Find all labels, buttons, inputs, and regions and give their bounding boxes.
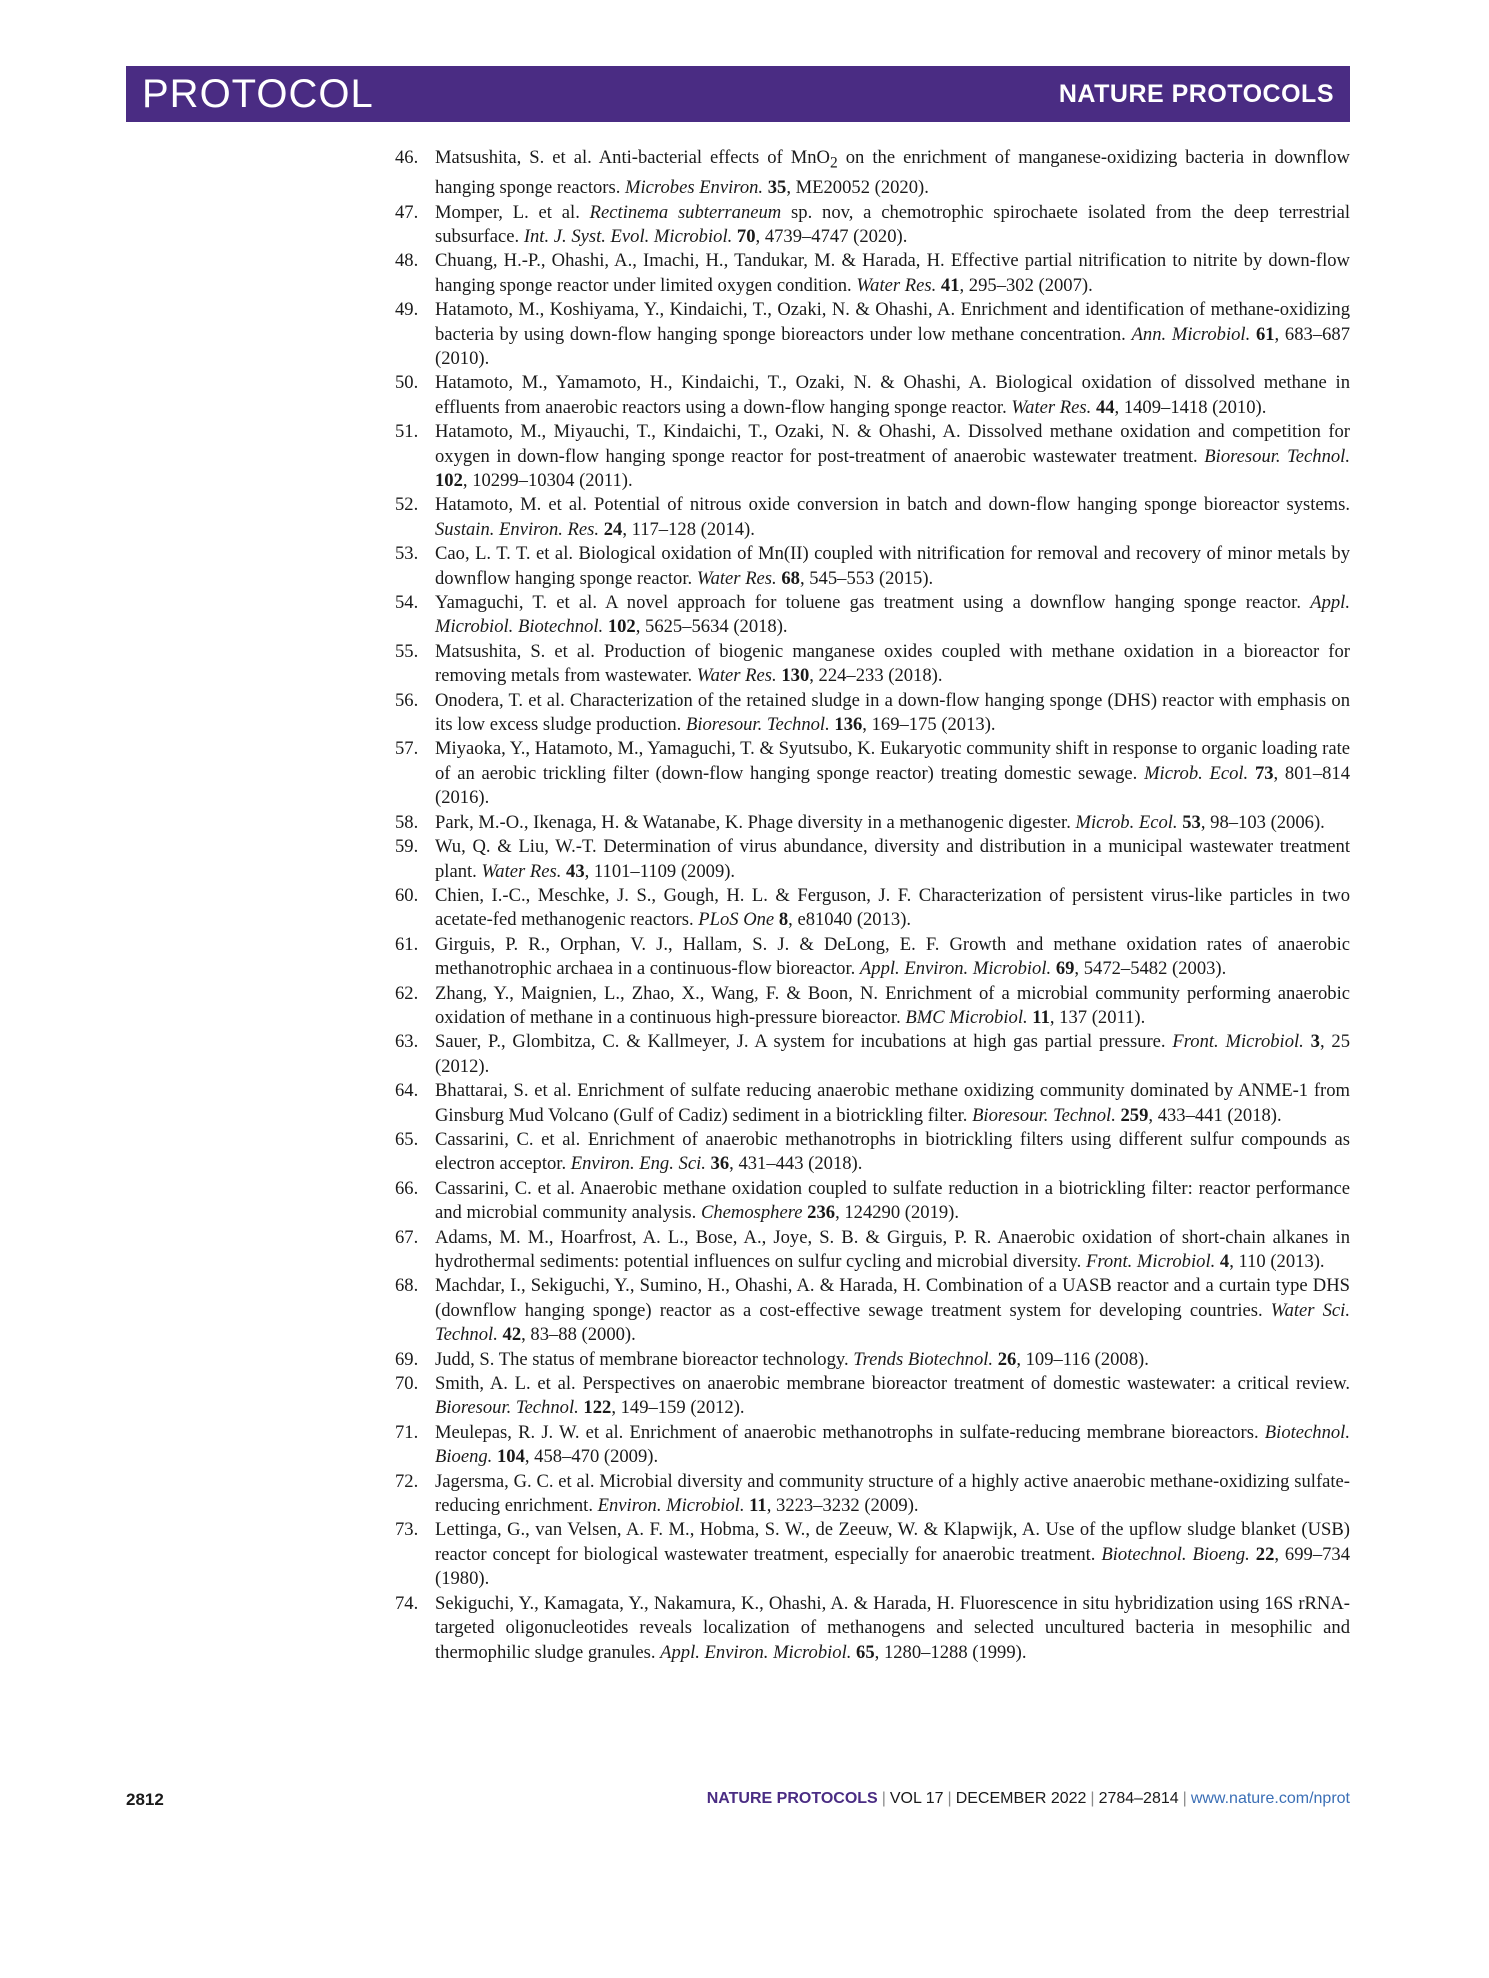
reference-item bbox=[395, 884, 1350, 933]
reference-text: Miyaoka, Y., Hatamoto, M., Yamaguchi, T. & Syutsubo, K. Eukaryotic community shift in response to organic loading rate of an aerobic trickling filter (down-flow hanging sponge reactor) treating domestic sewage. Microb. Ecol. 73, 801–814 (2016). bbox=[435, 738, 1350, 809]
reference-text: Momper, L. et al. Rectinema subterraneum sp. nov, a chemotrophic spirochaete isolated from the deep terrestrial subsurface. Int. J. Syst. Evol. Microbiol. 70, 4739–4747 (2020). bbox=[435, 201, 1350, 247]
reference-number: 53. bbox=[395, 543, 419, 565]
reference-text: Hatamoto, M., Yamamoto, H., Kindaichi, T., Ozaki, N. & Ohashi, A. Biological oxidation of dissolved methane in effluents from anaerobic reactors using a down-flow hanging sponge reactor. Water Res. 44, 1409–1418 (2010). bbox=[435, 372, 1350, 418]
reference-number: 58. bbox=[395, 811, 419, 833]
reference-number: 64. bbox=[395, 1080, 419, 1102]
reference-text: Yamaguchi, T. et al. A novel approach for toluene gas treatment using a downflow hanging sponge reactor. Appl. Microbiol. Biotechnol. 102, 5625–5634 (2018). bbox=[435, 592, 1350, 638]
reference-item bbox=[395, 201, 1350, 250]
reference-item bbox=[395, 982, 1350, 1031]
reference-item bbox=[395, 371, 1350, 420]
reference-number: 61. bbox=[395, 933, 419, 955]
reference-number: 70. bbox=[395, 1373, 419, 1395]
footer-date: DECEMBER 2022 bbox=[955, 1790, 1087, 1807]
reference-item bbox=[395, 420, 1350, 493]
reference-number: 63. bbox=[395, 1031, 419, 1053]
reference-number: 69. bbox=[395, 1348, 419, 1370]
reference-number: 67. bbox=[395, 1226, 419, 1248]
reference-text: Cassarini, C. et al. Enrichment of anaerobic methanotrophs in biotrickling filters using different sulfur compounds as electron acceptor. Environ. Eng. Sci. 36, 431–443 (2018). bbox=[435, 1128, 1350, 1175]
reference-text: Hatamoto, M. et al. Potential of nitrous oxide conversion in batch and down-flow hanging sponge bioreactor systems. Sustain. Environ. Res. 24, 117–128 (2014). bbox=[435, 494, 1350, 540]
page-number: 2812 bbox=[126, 1790, 164, 1809]
reference-item bbox=[395, 591, 1350, 640]
reference-text: Cassarini, C. et al. Anaerobic methane oxidation coupled to sulfate reduction in a biotrickling filter: reactor performance and microbial community analysis. Chemosphere 236, 124290 (2019). bbox=[435, 1177, 1350, 1224]
reference-number: 52. bbox=[395, 494, 419, 516]
reference-item bbox=[395, 493, 1350, 542]
reference-text: Judd, S. The status of membrane bioreactor technology. Trends Biotechnol. 26, 109–116 (2008). bbox=[435, 1348, 1149, 1370]
reference-text: Adams, M. M., Hoarfrost, A. L., Bose, A., Joye, S. B. & Girguis, P. R. Anaerobic oxidation of short-chain alkanes in hydrothermal sediments: potential influences on sulfur cycling and microbial diversity. Front. Microbiol. 4, 110 (2013). bbox=[435, 1226, 1350, 1272]
reference-number: 60. bbox=[395, 884, 419, 906]
reference-item bbox=[395, 1470, 1350, 1519]
reference-text: Park, M.-O., Ikenaga, H. & Watanabe, K. Phage diversity in a methanogenic digester. Microb. Ecol. 53, 98–103 (2006). bbox=[435, 811, 1325, 833]
footer-journal: NATURE PROTOCOLS bbox=[706, 1790, 878, 1807]
reference-number: 74. bbox=[395, 1592, 419, 1614]
reference-number: 51. bbox=[395, 421, 419, 443]
reference-text: Girguis, P. R., Orphan, V. J., Hallam, S. J. & DeLong, E. F. Growth and methane oxidation rates of anaerobic methanotrophic archaea in a continuous-flow bioreactor. Appl. Environ. Microbiol. 69, 5472–5482 (2003). bbox=[435, 933, 1350, 980]
reference-item bbox=[395, 1128, 1350, 1177]
reference-number: 68. bbox=[395, 1275, 419, 1297]
reference-text: Meulepas, R. J. W. et al. Enrichment of anaerobic methanotrophs in sulfate-reducing membrane bioreactors. Biotechnol. Bioeng. 104, 458–470 (2009). bbox=[435, 1421, 1350, 1468]
reference-number: 46. bbox=[395, 147, 419, 168]
reference-item bbox=[395, 737, 1350, 810]
reference-item bbox=[395, 542, 1350, 591]
reference-text: Chien, I.-C., Meschke, J. S., Gough, H. L. & Ferguson, J. F. Characterization of persistent virus-like particles in two acetate-fed methanogenic reactors. PLoS One 8, e81040 (2013). bbox=[435, 884, 1350, 931]
reference-item bbox=[395, 1079, 1350, 1128]
reference-number: 57. bbox=[395, 738, 419, 760]
reference-text: Sekiguchi, Y., Kamagata, Y., Nakamura, K., Ohashi, A. & Harada, H. Fluorescence in situ hybridization using 16S rRNA-targeted oligonucleotides reveals localization of methanogens and selected uncultured bacteria in mesophilic and thermophilic sludge granules. Appl. Environ. Microbiol. 65, 1280–1288 (1999). bbox=[435, 1592, 1350, 1663]
reference-number: 65. bbox=[395, 1128, 419, 1150]
reference-list bbox=[395, 146, 1350, 1665]
reference-item bbox=[395, 1421, 1350, 1470]
reference-item bbox=[395, 689, 1350, 738]
reference-text: Sauer, P., Glombitza, C. & Kallmeyer, J. A system for incubations at high gas partial pressure. Front. Microbiol. 3, 25 (2012). bbox=[435, 1031, 1350, 1077]
reference-text: Matsushita, S. et al. Production of biogenic manganese oxides coupled with methane oxidation in a bioreactor for removing metals from wastewater. Water Res. 130, 224–233 (2018). bbox=[435, 640, 1350, 687]
reference-text: Cao, L. T. T. et al. Biological oxidation of Mn(II) coupled with nitrification for removal and recovery of minor metals by downflow hanging sponge reactor. Water Res. 68, 545–553 (2015). bbox=[435, 543, 1350, 589]
page-header-bar bbox=[126, 66, 1350, 122]
reference-number: 54. bbox=[395, 592, 419, 614]
reference-number: 72. bbox=[395, 1470, 419, 1492]
reference-number: 62. bbox=[395, 982, 419, 1004]
reference-number: 50. bbox=[395, 372, 419, 394]
footer-url-link[interactable]: www.nature.com/nprot bbox=[1190, 1790, 1350, 1807]
reference-text: Hatamoto, M., Miyauchi, T., Kindaichi, T., Ozaki, N. & Ohashi, A. Dissolved methane oxidation and competition for oxygen in down-flow hanging sponge reactor for post-treatment of anaerobic wastewater treatment. Bioresour. Technol. 102, 10299–10304 (2011). bbox=[435, 421, 1350, 491]
reference-item bbox=[395, 1348, 1350, 1372]
footer-volume: VOL 17 bbox=[889, 1790, 944, 1807]
reference-item bbox=[395, 811, 1350, 835]
reference-text: Chuang, H.-P., Ohashi, A., Imachi, H., Tandukar, M. & Harada, H. Effective partial nitrification to nitrite by down-flow hanging sponge reactor under limited oxygen condition. Water Res. 41, 295–302 (2007). bbox=[435, 250, 1350, 296]
reference-text: Matsushita, S. et al. Anti-bacterial effects of MnO$_2$ on the enrichment of manganese-oxidizing bacteria in downflow hanging sponge reactors. Microbes Environ. 35, ME20052 (2020). bbox=[435, 147, 1350, 199]
reference-text: Onodera, T. et al. Characterization of the retained sludge in a down-flow hanging sponge (DHS) reactor with emphasis on its low excess sludge production. Bioresour. Technol. 136, 169–175 (2013). bbox=[435, 689, 1350, 736]
reference-number: 55. bbox=[395, 640, 419, 662]
footer-pages: 2784–2814 bbox=[1098, 1790, 1179, 1807]
reference-text: Hatamoto, M., Koshiyama, Y., Kindaichi, T., Ozaki, N. & Ohashi, A. Enrichment and identification of methane-oxidizing bacteria by using down-flow hanging sponge bioreactors under low methane concentration. Ann. Microbiol. 61, 683–687 (2010). bbox=[435, 299, 1351, 369]
reference-item bbox=[395, 933, 1350, 982]
journal-name: NATURE PROTOCOLS bbox=[1058, 79, 1334, 108]
reference-text: Jagersma, G. C. et al. Microbial diversity and community structure of a highly active anaerobic methane-oxidizing sulfate-reducing enrichment. Environ. Microbiol. 11, 3223–3232 (2009). bbox=[435, 1470, 1350, 1517]
reference-item bbox=[395, 1030, 1350, 1079]
reference-item bbox=[395, 1372, 1350, 1421]
section-label: PROTOCOL bbox=[142, 71, 374, 116]
reference-number: 71. bbox=[395, 1421, 419, 1443]
reference-text: Wu, Q. & Liu, W.-T. Determination of virus abundance, diversity and distribution in a municipal wastewater treatment plant. Water Res. 43, 1101–1109 (2009). bbox=[435, 836, 1350, 882]
reference-item bbox=[395, 835, 1350, 884]
reference-item bbox=[395, 1592, 1350, 1665]
reference-number: 66. bbox=[395, 1177, 419, 1199]
reference-number: 73. bbox=[395, 1519, 419, 1541]
reference-item bbox=[395, 249, 1350, 298]
reference-text: Bhattarai, S. et al. Enrichment of sulfate reducing anaerobic methane oxidizing community dominated by ANME-1 from Ginsburg Mud Volcano (Gulf of Cadiz) sediment in a biotrickling filter. Bioresour. Technol. 259, 433–441 (2018). bbox=[435, 1080, 1350, 1126]
reference-item bbox=[395, 1226, 1350, 1275]
reference-item bbox=[395, 1177, 1350, 1226]
reference-number: 48. bbox=[395, 250, 419, 272]
reference-item bbox=[395, 1518, 1350, 1591]
reference-item bbox=[395, 640, 1350, 689]
reference-text: Machdar, I., Sekiguchi, Y., Sumino, H., Ohashi, A. & Harada, H. Combination of a UASB reactor and a curtain type DHS (downflow hanging sponge) reactor as a cost-effective sewage treatment system for developing countries. Water Sci. Technol. 42, 83–88 (2000). bbox=[435, 1275, 1350, 1346]
reference-item bbox=[395, 298, 1350, 371]
reference-number: 49. bbox=[395, 299, 419, 321]
reference-text: Zhang, Y., Maignien, L., Zhao, X., Wang, F. & Boon, N. Enrichment of a microbial community performing anaerobic oxidation of methane in a continuous high-pressure bioreactor. BMC Microbiol. 11, 137 (2011). bbox=[435, 982, 1350, 1028]
reference-item bbox=[395, 146, 1350, 201]
reference-item bbox=[395, 1274, 1350, 1347]
reference-text: Lettinga, G., van Velsen, A. F. M., Hobma, S. W., de Zeeuw, W. & Klapwijk, A. Use of the upflow sludge blanket (USB) reactor concept for biological wastewater treatment, especially for anaerobic treatment. Biotechnol. Bioeng. 22, 699–734 (1980). bbox=[435, 1519, 1351, 1590]
reference-number: 47. bbox=[395, 201, 419, 223]
reference-number: 56. bbox=[395, 689, 419, 711]
footer-citation: NATURE PROTOCOLS | VOL 17 | DECEMBER 2022 | 2784–2814 | www.nature.com/nprot bbox=[706, 1790, 1350, 1807]
reference-number: 59. bbox=[395, 836, 419, 858]
reference-text: Smith, A. L. et al. Perspectives on anaerobic membrane bioreactor treatment of domestic wastewater: a critical review. Bioresour. Technol. 122, 149–159 (2012). bbox=[435, 1373, 1350, 1419]
